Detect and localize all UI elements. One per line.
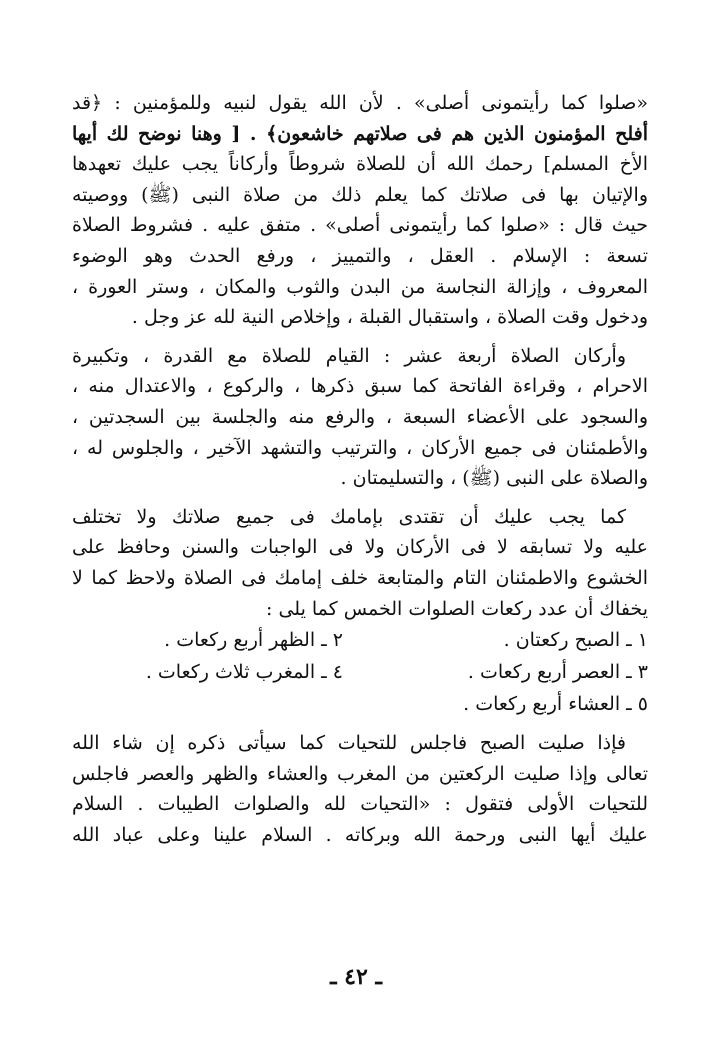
list-entry: ٣ ـ العصر أربع ركعات . — [467, 661, 648, 684]
list-item — [72, 688, 648, 720]
paragraph-conditions — [72, 88, 648, 333]
paragraph-tashahhud — [72, 728, 648, 850]
text-line: ودخول وقت الصلاة ، واستقبال القبلة ، وإخلاص النية لله عز وجل . — [131, 306, 648, 329]
text-line: وأركان الصلاة أربعة عشر : القيام للصلاة مع القدرة ، وتكبيرة — [72, 344, 626, 367]
text-line: عليك أيها النبى ورحمة الله وبركاته . السلام علينا وعلى عباد الله — [72, 823, 648, 846]
text-line: الاحرام ، وقراءة الفاتحة كما سبق ذكرها ، والركوع ، والاعتدال منه ، — [72, 375, 648, 398]
list-entry: ٥ ـ العشاء أربع ركعات . — [463, 693, 648, 716]
text-line: والصلاة على النبى (ﷺ) ، والتسليمتان . — [340, 467, 648, 490]
text-line: الأخ المسلم] رحمك الله أن للصلاة شروطاً وأركاناً يجب عليك تعهدها — [72, 153, 648, 176]
text-line: أفلح المؤمنون الذين هم فى صلاتهم خاشعون﴾ . [ وهنا نوضح لك أيها — [72, 122, 648, 145]
paragraph-pillars — [72, 341, 648, 494]
text-line: الخشوع والاطمئنان التام والمتابعة خلف إمامك فى الصلاة ولاحظ كما لا — [72, 566, 648, 589]
text-line: «صلوا كما رأيتمونى أصلى» . لأن الله يقول لنبيه وللمؤمنين : ﴿قد — [72, 92, 648, 114]
list-item — [72, 624, 648, 656]
text-line: حيث قال : «صلوا كما رأيتمونى أصلى» . متفق عليه . فشروط الصلاة — [72, 214, 648, 237]
text-line: عليه ولا تسابقه لا فى الأركان ولا فى الواجبات والسنن وحافظ على — [72, 536, 648, 559]
text-line: والأطمئنان فى جميع الأركان ، والترتيب والتشهد الآخير ، والجلوس له ، — [72, 436, 648, 459]
page-body — [72, 88, 648, 850]
text-line: فإذا صليت الصبح فاجلس للتحيات كما سيأتى ذكره إن شاء الله — [72, 732, 626, 755]
text-line: يخفاك أن عدد ركعات الصلوات الخمس كما يلى : — [266, 597, 648, 620]
text-line: المعروف ، وإزالة النجاسة من البدن والثوب والمكان ، وستر العورة ، — [72, 275, 648, 298]
list-entry: ٤ ـ المغرب ثلاث ركعات . — [145, 661, 343, 684]
page-number: ـ ٤٢ ـ — [330, 964, 382, 990]
list-entry: ٢ ـ الظهر أربع ركعات . — [164, 629, 343, 652]
text-line: والسجود على الأعضاء السبعة ، والرفع منه والجلسة بين السجدتين ، — [72, 405, 648, 428]
text-line: تسعة : الإسلام . العقل ، والتمييز ، ورفع الحدث وهو الوضوء — [72, 244, 648, 267]
rakaat-list — [72, 624, 648, 720]
text-line: كما يجب عليك أن تقتدى بإمامك فى جميع صلاتك ولا تختلف — [72, 505, 626, 528]
list-entry: ١ ـ الصبح ركعتان . — [503, 629, 648, 652]
text-line: والإتيان بها فى صلاتك كما يعلم ذلك من صلاة النبى (ﷺ) ووصيته — [72, 183, 648, 206]
text-line: تعالى وإذا صليت الركعتين من المغرب والعشاء والظهر والعصر فاجلس — [72, 762, 648, 785]
list-item — [72, 656, 648, 688]
paragraph-following-imam — [72, 502, 648, 624]
text-line: للتحيات الأولى فتقول : «التحيات لله والصلوات الطيبات . السلام — [72, 793, 648, 816]
